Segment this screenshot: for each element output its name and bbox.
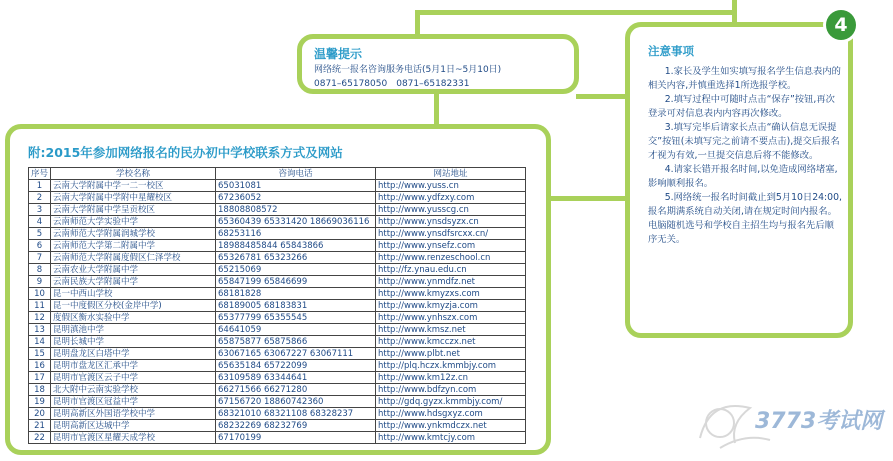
website-url: http://www.kmcczx.net	[376, 336, 526, 348]
website-url: http://www.ydfzxy.com	[376, 192, 526, 204]
contact-phone: 18988485844 65843866	[216, 240, 376, 252]
table-row	[29, 240, 526, 252]
connector-line	[415, 10, 737, 15]
contact-phone: 65031081	[216, 180, 376, 192]
contact-phone: 64641059	[216, 324, 376, 336]
table-row	[29, 324, 526, 336]
website-url: http://www.yusscg.cn	[376, 204, 526, 216]
tips-panel	[297, 34, 579, 94]
connector-line	[576, 94, 628, 99]
website-url: http://www.kmtcjy.com	[376, 432, 526, 444]
website-url: http://www.ynkmdczx.net	[376, 420, 526, 432]
school-list-title: 附:2015年参加网络报名的民办初中学校联系方式及网站	[28, 145, 343, 160]
contact-phone: 68181828	[216, 288, 376, 300]
contact-phone: 65326781 65323266	[216, 252, 376, 264]
contact-phone: 68321010 68321108 68328237	[216, 408, 376, 420]
website-url: http://fz.ynau.edu.cn	[376, 264, 526, 276]
table-row	[29, 312, 526, 324]
table-header-row	[29, 168, 526, 180]
school-name: 云南师范大学实验中学	[51, 216, 216, 228]
tips-hotline-label: 网络统一报名咨询服务电话(5月1日~5月10日)	[314, 65, 502, 75]
school-name: 云南大学附属中学附中星耀校区	[51, 192, 216, 204]
table-row	[29, 348, 526, 360]
contact-phone: 67236052	[216, 192, 376, 204]
school-list-panel	[5, 124, 551, 455]
notes-list	[648, 65, 842, 247]
website-url: http://www.ynsdfsrcxx.cn/	[376, 228, 526, 240]
row-index: 13	[29, 324, 51, 336]
table-row	[29, 384, 526, 396]
contact-phone: 68232269 68232769	[216, 420, 376, 432]
header-phone: 咨询电话	[216, 168, 376, 180]
contact-phone: 67170199	[216, 432, 376, 444]
row-index: 6	[29, 240, 51, 252]
school-table-body	[29, 180, 526, 444]
website-url: http://www.bdfzyn.com	[376, 384, 526, 396]
contact-phone: 66271566 66271280	[216, 384, 376, 396]
school-table	[28, 167, 526, 444]
school-name: 度假区衡水实验中学	[51, 312, 216, 324]
row-index: 3	[29, 204, 51, 216]
tips-phone-numbers: 0871–65178050 0871–65182331	[314, 79, 470, 89]
contact-phone: 68189005 68183831	[216, 300, 376, 312]
row-index: 4	[29, 216, 51, 228]
row-index: 14	[29, 336, 51, 348]
school-name: 昆明盘龙区白塔中学	[51, 348, 216, 360]
contact-phone: 65215069	[216, 264, 376, 276]
row-index: 11	[29, 300, 51, 312]
website-url: http://gdq.gyzx.kmmbjy.com/	[376, 396, 526, 408]
header-website: 网站地址	[376, 168, 526, 180]
website-url: http://www.km12z.cn	[376, 372, 526, 384]
website-url: http://www.yuss.cn	[376, 180, 526, 192]
school-name: 昆一中度假区分校(金岸中学)	[51, 300, 216, 312]
table-row	[29, 288, 526, 300]
contact-phone: 65635184 65722099	[216, 360, 376, 372]
contact-phone: 63109589 63344641	[216, 372, 376, 384]
row-index: 8	[29, 264, 51, 276]
table-row	[29, 432, 526, 444]
website-url: http://www.kmyzxs.com	[376, 288, 526, 300]
website-url: http://www.plbt.net	[376, 348, 526, 360]
school-name: 昆明高新区达城中学	[51, 420, 216, 432]
contact-phone: 65377799 65355545	[216, 312, 376, 324]
row-index: 2	[29, 192, 51, 204]
row-index: 15	[29, 348, 51, 360]
contact-phone: 63067165 63067227 63067111	[216, 348, 376, 360]
contact-phone: 67156720 18860742360	[216, 396, 376, 408]
connector-line	[434, 92, 439, 128]
website-url: http://www.renzeschool.cn	[376, 252, 526, 264]
row-index: 21	[29, 420, 51, 432]
website-url: http://www.ynsdsyzx.cn	[376, 216, 526, 228]
school-name: 北大附中云南实验学校	[51, 384, 216, 396]
watermark-text: 3773考试网	[755, 409, 883, 434]
contact-phone: 18808808572	[216, 204, 376, 216]
row-index: 1	[29, 180, 51, 192]
row-index: 9	[29, 276, 51, 288]
notes-title: 注意事项	[648, 44, 694, 58]
website-url: http://plq.hczx.kmmbjy.com	[376, 360, 526, 372]
watermark-logo	[690, 378, 890, 458]
website-url: http://www.ynsefz.com	[376, 240, 526, 252]
row-index: 10	[29, 288, 51, 300]
note-item: 4.请家长错开报名时间,以免造成网络堵塞,影响顺利报名。	[648, 164, 838, 189]
website-url: http://www.ynhszx.com	[376, 312, 526, 324]
website-url: http://www.hdsgxyz.com	[376, 408, 526, 420]
table-row	[29, 336, 526, 348]
school-name: 昆明市官渡区云子中学	[51, 372, 216, 384]
connector-line	[549, 196, 629, 201]
row-index: 7	[29, 252, 51, 264]
row-index: 18	[29, 384, 51, 396]
table-row	[29, 420, 526, 432]
school-name: 昆明市官渡区星耀天成学校	[51, 432, 216, 444]
note-item: 5.网络统一报名时间截止到5月10日24:00,报名期满系统自动关闭,请在规定时间内报名。电脑随机选号和学校自主招生均与报名先后顺序无关。	[648, 192, 842, 245]
note-item: 2.填写过程中可随时点击“保存”按钮,再次登录可对信息表内内容再次修改。	[648, 94, 835, 119]
table-row	[29, 408, 526, 420]
tips-title: 温馨提示	[314, 47, 363, 61]
school-name: 昆明高新区外国语学校中学	[51, 408, 216, 420]
school-name: 云南农业大学附属中学	[51, 264, 216, 276]
note-item: 3.填写完毕后请家长点击“确认信息无误提交”按钮(未填写完之前请不要点击),提交后报名才视为有效,一旦提交信息后将不能修改。	[648, 122, 840, 161]
contact-phone: 65875877 65875866	[216, 336, 376, 348]
website-url: http://www.kmsz.net	[376, 324, 526, 336]
row-index: 5	[29, 228, 51, 240]
school-name: 云南师范大学附属度假区仁泽学校	[51, 252, 216, 264]
note-item: 1.家长及学生如实填写报名学生信息表内的相关内容,并慎重选择1所选报学校。	[648, 66, 841, 91]
table-row	[29, 252, 526, 264]
school-name: 云南民族大学附属中学	[51, 276, 216, 288]
school-name: 云南师范大学第二附属中学	[51, 240, 216, 252]
table-row	[29, 228, 526, 240]
website-url: http://www.ynmdfz.net	[376, 276, 526, 288]
table-row	[29, 192, 526, 204]
row-index: 16	[29, 360, 51, 372]
table-row	[29, 276, 526, 288]
row-index: 17	[29, 372, 51, 384]
row-index: 19	[29, 396, 51, 408]
contact-phone: 68253116	[216, 228, 376, 240]
row-index: 20	[29, 408, 51, 420]
school-name: 昆明市官渡区冠益中学	[51, 396, 216, 408]
row-index: 22	[29, 432, 51, 444]
table-row	[29, 372, 526, 384]
table-row	[29, 360, 526, 372]
table-row	[29, 264, 526, 276]
website-url: http://www.kmyzja.com	[376, 300, 526, 312]
header-index: 序号	[29, 168, 51, 180]
school-name: 云南大学附属中学呈贡校区	[51, 204, 216, 216]
table-row	[29, 216, 526, 228]
header-school: 学校名称	[51, 168, 216, 180]
school-name: 昆明滇池中学	[51, 324, 216, 336]
school-name: 昆明长城中学	[51, 336, 216, 348]
table-row	[29, 180, 526, 192]
school-name: 昆一中西山学校	[51, 288, 216, 300]
section-number-badge: 4	[826, 10, 856, 40]
table-row	[29, 300, 526, 312]
school-name: 昆明市盘龙区汇承中学	[51, 360, 216, 372]
school-name: 云南大学附属中学一二一校区	[51, 180, 216, 192]
table-row	[29, 204, 526, 216]
row-index: 12	[29, 312, 51, 324]
school-name: 云南师范大学附属润城学校	[51, 228, 216, 240]
contact-phone: 65360439 65331420 18669036116	[216, 216, 376, 228]
table-row	[29, 396, 526, 408]
notes-panel	[625, 22, 853, 338]
contact-phone: 65847199 65846699	[216, 276, 376, 288]
